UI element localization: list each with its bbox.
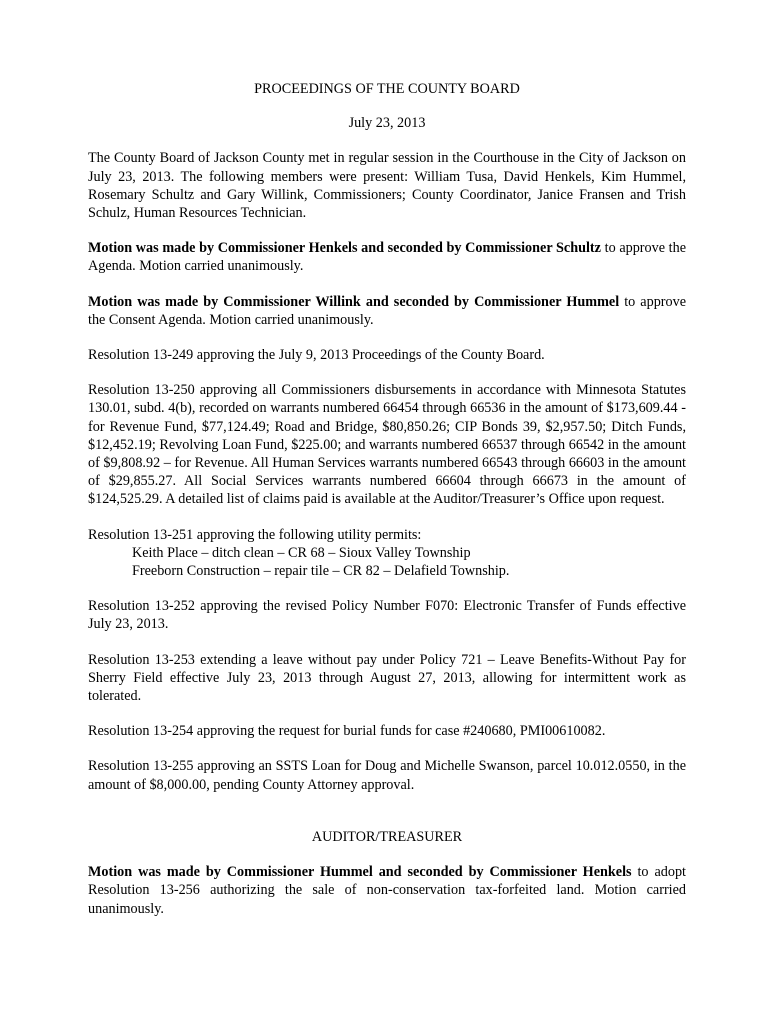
document-page [88, 78, 686, 918]
resolution-13-255: Resolution 13-255 approving an SSTS Loan for Doug and Michelle Swanson, parcel 10.012.0550, in the amount of $8,000.00, pending County Attorney approval. [88, 758, 686, 793]
document-title: PROCEEDINGS OF THE COUNTY BOARD [254, 81, 520, 97]
intro-paragraph: The County Board of Jackson County met in regular session in the Courthouse in the City of Jackson on July 23, 2013. The following members were present: William Tusa, David Henkels, Kim Hummel, Rosemary Schultz and Gary Willink, Commissioners; County Coordinator, Janice Fransen and Trish Schulz, Human Resources Technician. [88, 150, 686, 222]
meeting-date: July 23, 2013 [348, 115, 426, 132]
motion-consent-bold: Motion was made by Commissioner Willink and seconded by Commissioner Hummel [88, 293, 620, 310]
motion-256-bold: Motion was made by Commissioner Hummel and seconded by Commissioner Henkels [88, 864, 632, 881]
motion-agenda [88, 239, 686, 275]
section-heading-auditor-treasurer: AUDITOR/TREASURER [311, 828, 463, 845]
motion-consent-text: to approve the Consent Agenda. Motion carried unanimously. [88, 293, 686, 328]
utility-permit-2: Freeborn Construction – repair tile – CR 82 – Delafield Township. [132, 563, 510, 580]
motion-consent-agenda [88, 293, 686, 329]
resolution-13-249: Resolution 13-249 approving the July 9, 2013 Proceedings of the County Board. [88, 347, 545, 364]
resolution-13-253: Resolution 13-253 extending a leave without pay under Policy 721 – Leave Benefits-Without Pay for Sherry Field effective July 23, 2013 through August 27, 2013, allowing for intermittent work as tolerated. [88, 651, 686, 705]
resolution-13-251: Resolution 13-251 approving the following utility permits: [88, 526, 422, 543]
resolution-13-254: Resolution 13-254 approving the request for burial funds for case #240680, PMI00610082. [88, 723, 606, 740]
utility-permit-1: Keith Place – ditch clean – CR 68 – Sioux Valley Township [132, 544, 471, 561]
motion-256-text: to adopt Resolution 13-256 authorizing the sale of non-conservation tax-forfeited land. Motion carried unanimously. [88, 864, 686, 917]
motion-agenda-bold: Motion was made by Commissioner Henkels and seconded by Commissioner Schultz [88, 240, 601, 257]
motion-agenda-text: to approve the Agenda. Motion carried unanimously. [88, 240, 687, 275]
resolution-13-252: Resolution 13-252 approving the revised Policy Number F070: Electronic Transfer of Funds effective July 23, 2013. [88, 598, 686, 633]
resolution-13-250: Resolution 13-250 approving all Commissioners disbursements in accordance with Minnesota Statutes 130.01, subd. 4(b), recorded on warrants numbered 66454 through 66536 in the amount of $173,609.44 - for Revenue Fund, $77,124.49; Road and Bridge, $80,850.26; CIP Bonds 39, $2,957.50; Ditch Funds, $12,452.19; Revolving Loan Fund, $225.00; and warrants numbered 66537 through 66542 in the amount of $9,808.92 – for Revenue. All Human Services warrants numbered 66543 through 66603 in the amount of $29,855.27. All Social Services warrants numbered 66604 through 66673 in the amount of $124,525.29. A detailed list of claims paid is available at the Auditor/Treasurer’s Office upon request. [88, 382, 686, 508]
motion-resolution-13-256 [88, 863, 686, 918]
